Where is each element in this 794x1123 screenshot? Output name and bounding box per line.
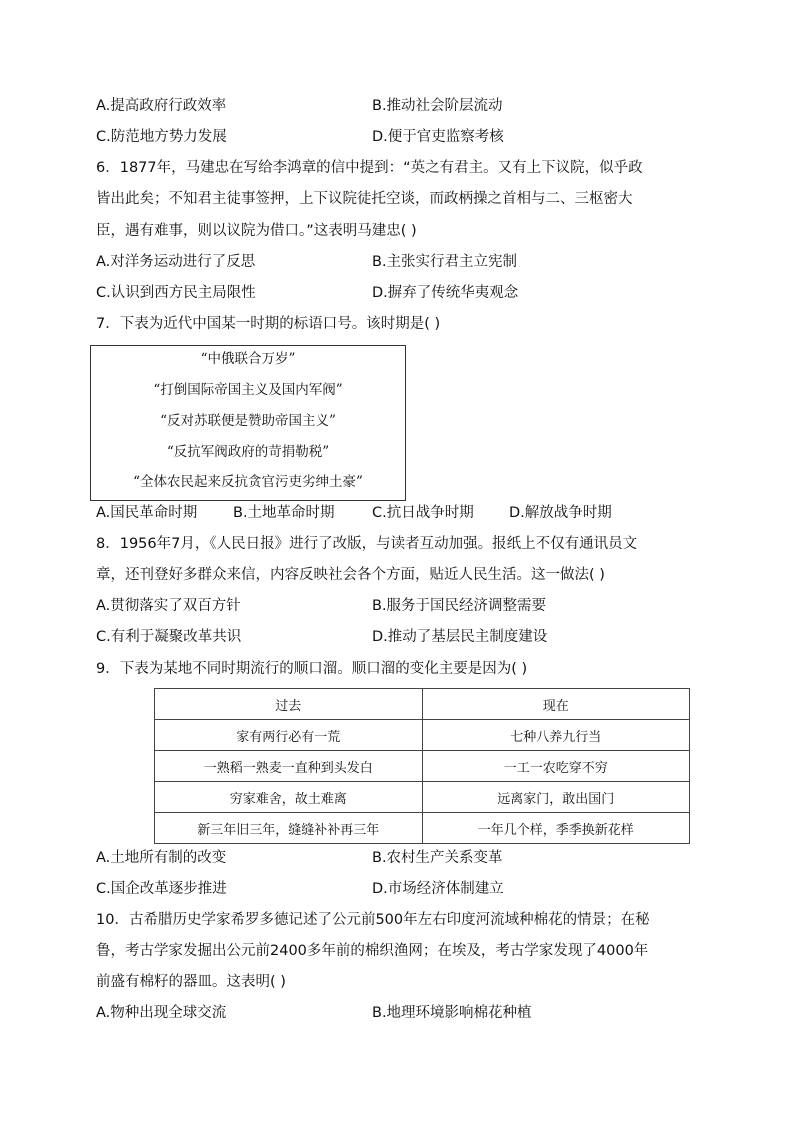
q8-option-b: B.服务于国民经济调整需要 bbox=[372, 598, 547, 614]
q8-stem-line-2: 章，还刊登好多群众来信，内容反映社会各个方面，贴近人民生活。这一做法( ) bbox=[96, 567, 605, 583]
q6-stem-line-1: 6．1877年，马建忠在写给李鸿章的信中提到：“英之有君主。又有上下议院，似乎政 bbox=[96, 160, 643, 176]
cell-now: 七种八养九行当 bbox=[422, 720, 690, 751]
q8-option-c: C.有利于凝聚改革共识 bbox=[96, 629, 242, 645]
q6-stem-line-3: 臣，遇有难事，则以议院为借口。”这表明马建忠( ) bbox=[96, 223, 417, 239]
cell-past: 新三年旧三年，缝缝补补再三年 bbox=[155, 813, 423, 844]
slogan-item: “反抗军阀政府的苛捐勒税” bbox=[166, 444, 330, 460]
header-past: 过去 bbox=[155, 689, 423, 720]
q5-option-c: C.防范地方势力发展 bbox=[96, 129, 227, 145]
q8-option-a: A.贯彻落实了双百方针 bbox=[96, 598, 241, 614]
q6-stem-line-2: 皆出此矣；不知君主徒事签押，上下议院徒托空谈，而政柄操之首相与二、三枢密大 bbox=[96, 191, 633, 207]
q6-option-c: C.认识到西方民主局限性 bbox=[96, 285, 256, 301]
q7-option-c: C.抗日战争时期 bbox=[372, 505, 474, 521]
q5-option-a: A.提高政府行政效率 bbox=[96, 98, 227, 114]
table-row bbox=[155, 813, 690, 844]
q8-stem-line-1: 8．1956年7月，《人民日报》进行了改版，与读者互动加强。报纸上不仅有通讯员文 bbox=[96, 536, 638, 552]
cell-now: 一工一农吃穿不穷 bbox=[422, 751, 690, 782]
table-row bbox=[155, 782, 690, 813]
q10-option-a: A.物种出现全球交流 bbox=[96, 1005, 227, 1021]
q7-option-b: B.土地革命时期 bbox=[233, 505, 335, 521]
q6-option-a: A.对洋务运动进行了反思 bbox=[96, 254, 256, 270]
q9-option-a: A.土地所有制的改变 bbox=[96, 850, 227, 866]
q8-option-d: D.推动了基层民主制度建设 bbox=[372, 629, 548, 645]
q7-stem: 7．下表为近代中国某一时期的标语口号。该时期是( ) bbox=[96, 316, 441, 332]
q9-option-b: B.农村生产关系变革 bbox=[372, 850, 503, 866]
q10-stem-line-1: 10．古希腊历史学家希罗多德记述了公元前500年左右印度河流域种棉花的情景；在秘 bbox=[96, 912, 650, 928]
q7-option-d: D.解放战争时期 bbox=[509, 505, 612, 521]
q10-stem-line-3: 前盛有棉籽的器皿。这表明( ) bbox=[96, 974, 286, 990]
slogan-item: “反对苏联便是赞助帝国主义” bbox=[160, 413, 336, 429]
q9-option-c: C.国企改革逐步推进 bbox=[96, 881, 227, 897]
header-now: 现在 bbox=[422, 689, 690, 720]
q5-option-b: B.推动社会阶层流动 bbox=[372, 98, 503, 114]
q10-option-b: B.地理环境影响棉花种植 bbox=[372, 1005, 532, 1021]
cell-past: 家有两行必有一荒 bbox=[155, 720, 423, 751]
cell-past: 穷家难舍，故土难离 bbox=[155, 782, 423, 813]
q6-option-d: D.摒弃了传统华夷观念 bbox=[372, 285, 519, 301]
q6-option-b: B.主张实行君主立宪制 bbox=[372, 254, 518, 270]
slogan-box bbox=[90, 345, 406, 501]
q9-option-d: D.市场经济体制建立 bbox=[372, 881, 504, 897]
q7-option-a: A.国民革命时期 bbox=[96, 505, 198, 521]
q9-stem: 9．下表为某地不同时期流行的顺口溜。顺口溜的变化主要是因为( ) bbox=[96, 661, 528, 677]
table-row bbox=[155, 751, 690, 782]
slogan-item: “中俄联合万岁” bbox=[200, 351, 296, 367]
shunkouliu-table bbox=[154, 688, 690, 844]
table-header-row bbox=[155, 689, 690, 720]
q10-stem-line-2: 鲁，考古学家发掘出公元前2400多年前的棉织渔网；在埃及，考古学家发现了4000年 bbox=[96, 943, 649, 959]
cell-past: 一熟稻一熟麦一直种到头发白 bbox=[155, 751, 423, 782]
cell-now: 远离家门，敢出国门 bbox=[422, 782, 690, 813]
slogan-item: “全体农民起来反抗贪官污吏劣绅土豪” bbox=[133, 474, 363, 490]
q5-option-d: D.便于官吏监察考核 bbox=[372, 129, 504, 145]
slogan-item: “打倒国际帝国主义及国内军阀” bbox=[153, 382, 343, 398]
cell-now: 一年几个样，季季换新花样 bbox=[422, 813, 690, 844]
table-row bbox=[155, 720, 690, 751]
